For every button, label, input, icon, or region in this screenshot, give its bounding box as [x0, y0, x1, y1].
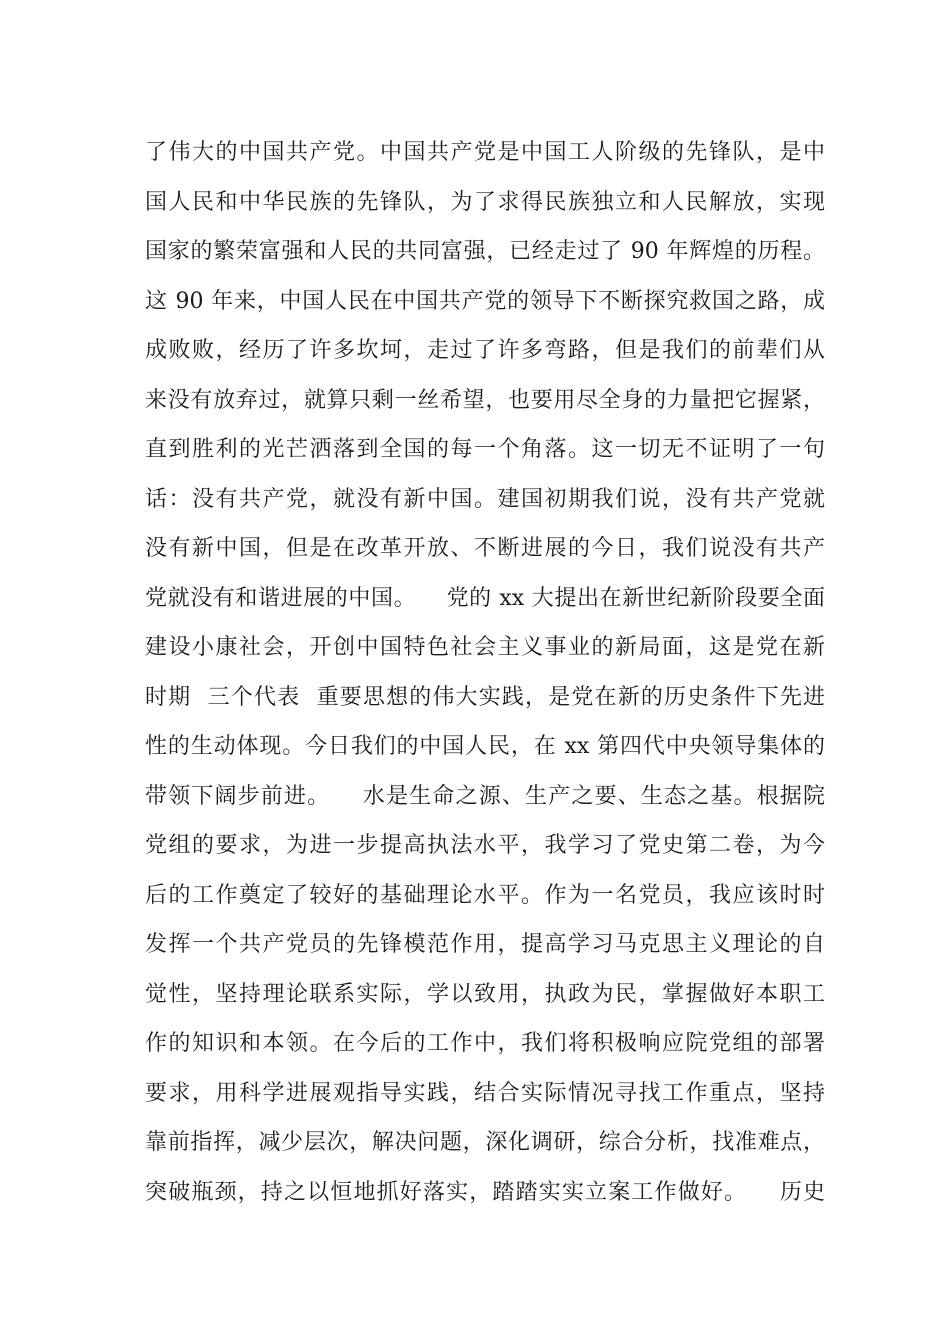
text-line: 作的知识和本领。在今后的工作中，我们将积极响应院党组的部署 — [145, 1031, 825, 1056]
text-line: 时期 三个代表 重要思想的伟大实践，是党在新的历史条件下先进 — [145, 684, 825, 710]
text-line: 突破瓶颈，持之以恒地抓好落实，踏踏实实立案工作做好。 历史 — [145, 1179, 825, 1205]
text-line: 成败败，经历了许多坎坷，走过了许多弯路，但是我们的前辈们从 — [145, 338, 825, 363]
text-line: 要求，用科学进展观指导实践，结合实际情况寻找工作重点，坚持 — [145, 1080, 825, 1106]
text-line: 党组的要求，为进一步提高执法水平，我学习了党史第二卷，为今 — [145, 833, 825, 858]
text-line: 话：没有共产党，就没有新中国。建国初期我们说，没有共产党就 — [145, 486, 825, 512]
text-line: 性的生动体现。今日我们的中国人民，在 xx 第四代中央领导集体的 — [145, 734, 825, 759]
body-text — [145, 128, 825, 1217]
text-line: 党就没有和谐进展的中国。 党的 xx 大提出在新世纪新阶段要全面 — [145, 585, 825, 611]
text-line: 这 90 年来，中国人民在中国共产党的领导下不断探究救国之路，成 — [145, 288, 825, 314]
text-line: 带领下阔步前进。 水是生命之源、生产之要、生态之基。根据院 — [145, 783, 825, 809]
text-line: 国人民和中华民族的先锋队，为了求得民族独立和人民解放，实现 — [145, 189, 825, 215]
text-line: 靠前指挥，减少层次，解决问题，深化调研，综合分析，找准难点， — [145, 1130, 825, 1155]
text-line: 直到胜利的光芒洒落到全国的每一个角落。这一切无不证明了一句 — [145, 437, 825, 462]
text-line: 来没有放弃过，就算只剩一丝希望，也要用尽全身的力量把它握紧， — [145, 387, 825, 413]
text-line: 了伟大的中国共产党。中国共产党是中国工人阶级的先锋队，是中 — [145, 140, 825, 165]
text-line: 后的工作奠定了较好的基础理论水平。作为一名党员，我应该时时 — [145, 882, 825, 908]
text-line: 觉性，坚持理论联系实际，学以致用，执政为民，掌握做好本职工 — [145, 981, 825, 1007]
text-line: 国家的繁荣富强和人民的共同富强，已经走过了 90 年辉煌的历程。 — [145, 239, 825, 264]
text-line: 没有新中国，但是在改革开放、不断进展的今日，我们说没有共产 — [145, 536, 825, 561]
text-line: 建设小康社会，开创中国特色社会主义事业的新局面，这是党在新 — [145, 635, 825, 660]
text-line: 发挥一个共产党员的先锋模范作用，提高学习马克思主义理论的自 — [145, 932, 825, 957]
